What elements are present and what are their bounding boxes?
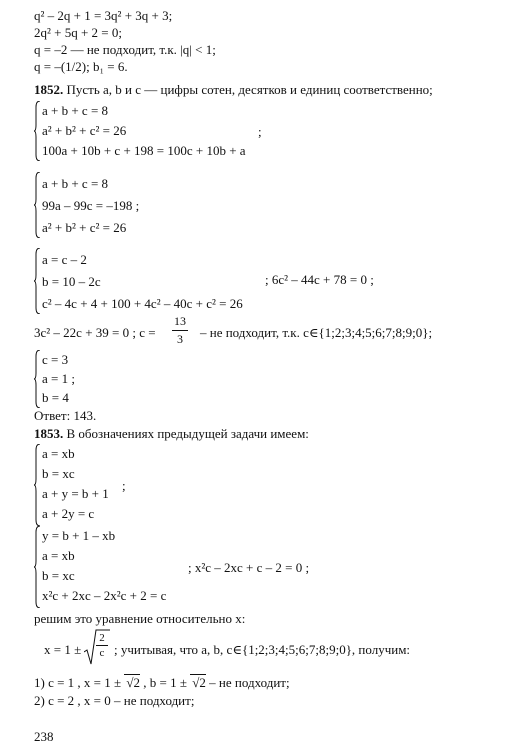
equation-system <box>34 172 214 238</box>
case-line: 2) c = 2 , x = 0 – не подходит; <box>34 693 195 708</box>
system-row: a + b + c = 8 <box>42 103 109 118</box>
equation-system <box>34 350 154 408</box>
problem-1852-statement <box>34 82 433 98</box>
system-row: a² + b² + c² = 26 <box>42 123 127 138</box>
fraction-denominator: 3 <box>177 332 183 346</box>
system-row: a + y = b + 1 <box>42 486 109 501</box>
problem-text: В обозначениях предыдущей задачи имеем: <box>66 426 309 441</box>
system-row: a = 1 ; <box>42 371 75 386</box>
brace-icon <box>34 101 41 161</box>
system-row: b = xc <box>42 466 75 481</box>
equation-system <box>34 444 154 526</box>
problem-number: 1852. <box>34 82 64 97</box>
system-row: a² + b² + c² = 26 <box>42 220 127 235</box>
brace-icon <box>34 350 41 408</box>
system-row: x²c + 2xc – 2x²c + 2 = c <box>42 588 167 603</box>
system-tail: ; <box>258 124 262 139</box>
equation-line: q = –(1/2); b₁ = 6. <box>34 59 128 74</box>
system-row: c² – 4c + 4 + 100 + 4c² – 40c + c² = 26 <box>42 296 243 311</box>
problem-text: Пусть a, b и c — цифры сотен, десятков и единиц соответственно; <box>66 82 433 97</box>
system-row: 100a + 10b + c + 198 = 100c + 10b + a <box>42 143 246 158</box>
equation-line: q = –2 — не подходит, т.к. |q| < 1; <box>34 42 216 57</box>
problem-1853-statement <box>34 426 309 442</box>
sqrt-term: √2 <box>126 675 141 690</box>
brace-icon <box>34 248 41 314</box>
case-text: , b = 1 ± <box>143 675 188 690</box>
problem-number: 1853. <box>34 426 64 441</box>
equation-line: ; учитывая, что a, b, c∈{1;2;3;4;5;6;7;8;9;0}, получим: <box>114 642 411 657</box>
fraction-numerator: 2 <box>99 632 105 644</box>
equation-system <box>34 101 284 161</box>
page-number: 238 <box>34 729 54 744</box>
system-row: a + b + c = 8 <box>42 176 109 191</box>
sqrt-term: √2 <box>192 675 206 690</box>
system-row: a + 2y = c <box>42 506 95 521</box>
system-row: 99a – 99c = –198 ; <box>42 198 140 213</box>
answer: Ответ: 143. <box>34 408 97 423</box>
system-tail: ; x²c – 2xc + c – 2 = 0 ; <box>188 560 310 575</box>
system-row: b = 4 <box>42 390 69 405</box>
equation-line: 3c² – 22c + 39 = 0 ; c = <box>34 325 156 340</box>
equation-line: q² – 2q + 1 = 3q² + 3q + 3; <box>34 8 173 23</box>
solve-text: решим это уравнение относительно x: <box>34 611 246 626</box>
system-row: b = 10 – 2c <box>42 274 101 289</box>
system-tail: ; <box>122 478 126 493</box>
fraction <box>172 314 188 347</box>
system-tail: ; 6c² – 44c + 78 = 0 ; <box>265 272 374 287</box>
equation-system <box>34 526 194 608</box>
brace-icon <box>34 444 41 526</box>
system-row: b = xc <box>42 568 75 583</box>
system-row: a = xb <box>42 446 75 461</box>
system-row: a = xb <box>42 548 75 563</box>
fraction-denominator: c <box>99 647 105 659</box>
case-line <box>34 675 290 691</box>
system-row: c = 3 <box>42 352 69 367</box>
fraction <box>96 632 108 659</box>
equation-line: – не подходит, т.к. c∈{1;2;3;4;5;6;7;8;9;0}; <box>200 325 433 340</box>
case-text: 1) c = 1 , x = 1 ± <box>34 675 122 690</box>
sqrt-value: 2 <box>199 675 206 690</box>
system-row: y = b + 1 – xb <box>42 528 116 543</box>
brace-icon <box>34 172 41 238</box>
fraction-numerator: 13 <box>174 314 186 328</box>
brace-icon <box>34 526 41 608</box>
equation-line: 2q² + 5q + 2 = 0; <box>34 25 123 40</box>
system-row: a = c – 2 <box>42 252 87 267</box>
case-text: – не подходит; <box>209 675 290 690</box>
equation-system <box>34 248 304 314</box>
equation-line: x = 1 ± <box>44 642 82 657</box>
sqrt-value: 2 <box>133 675 141 690</box>
square-root <box>84 628 110 666</box>
